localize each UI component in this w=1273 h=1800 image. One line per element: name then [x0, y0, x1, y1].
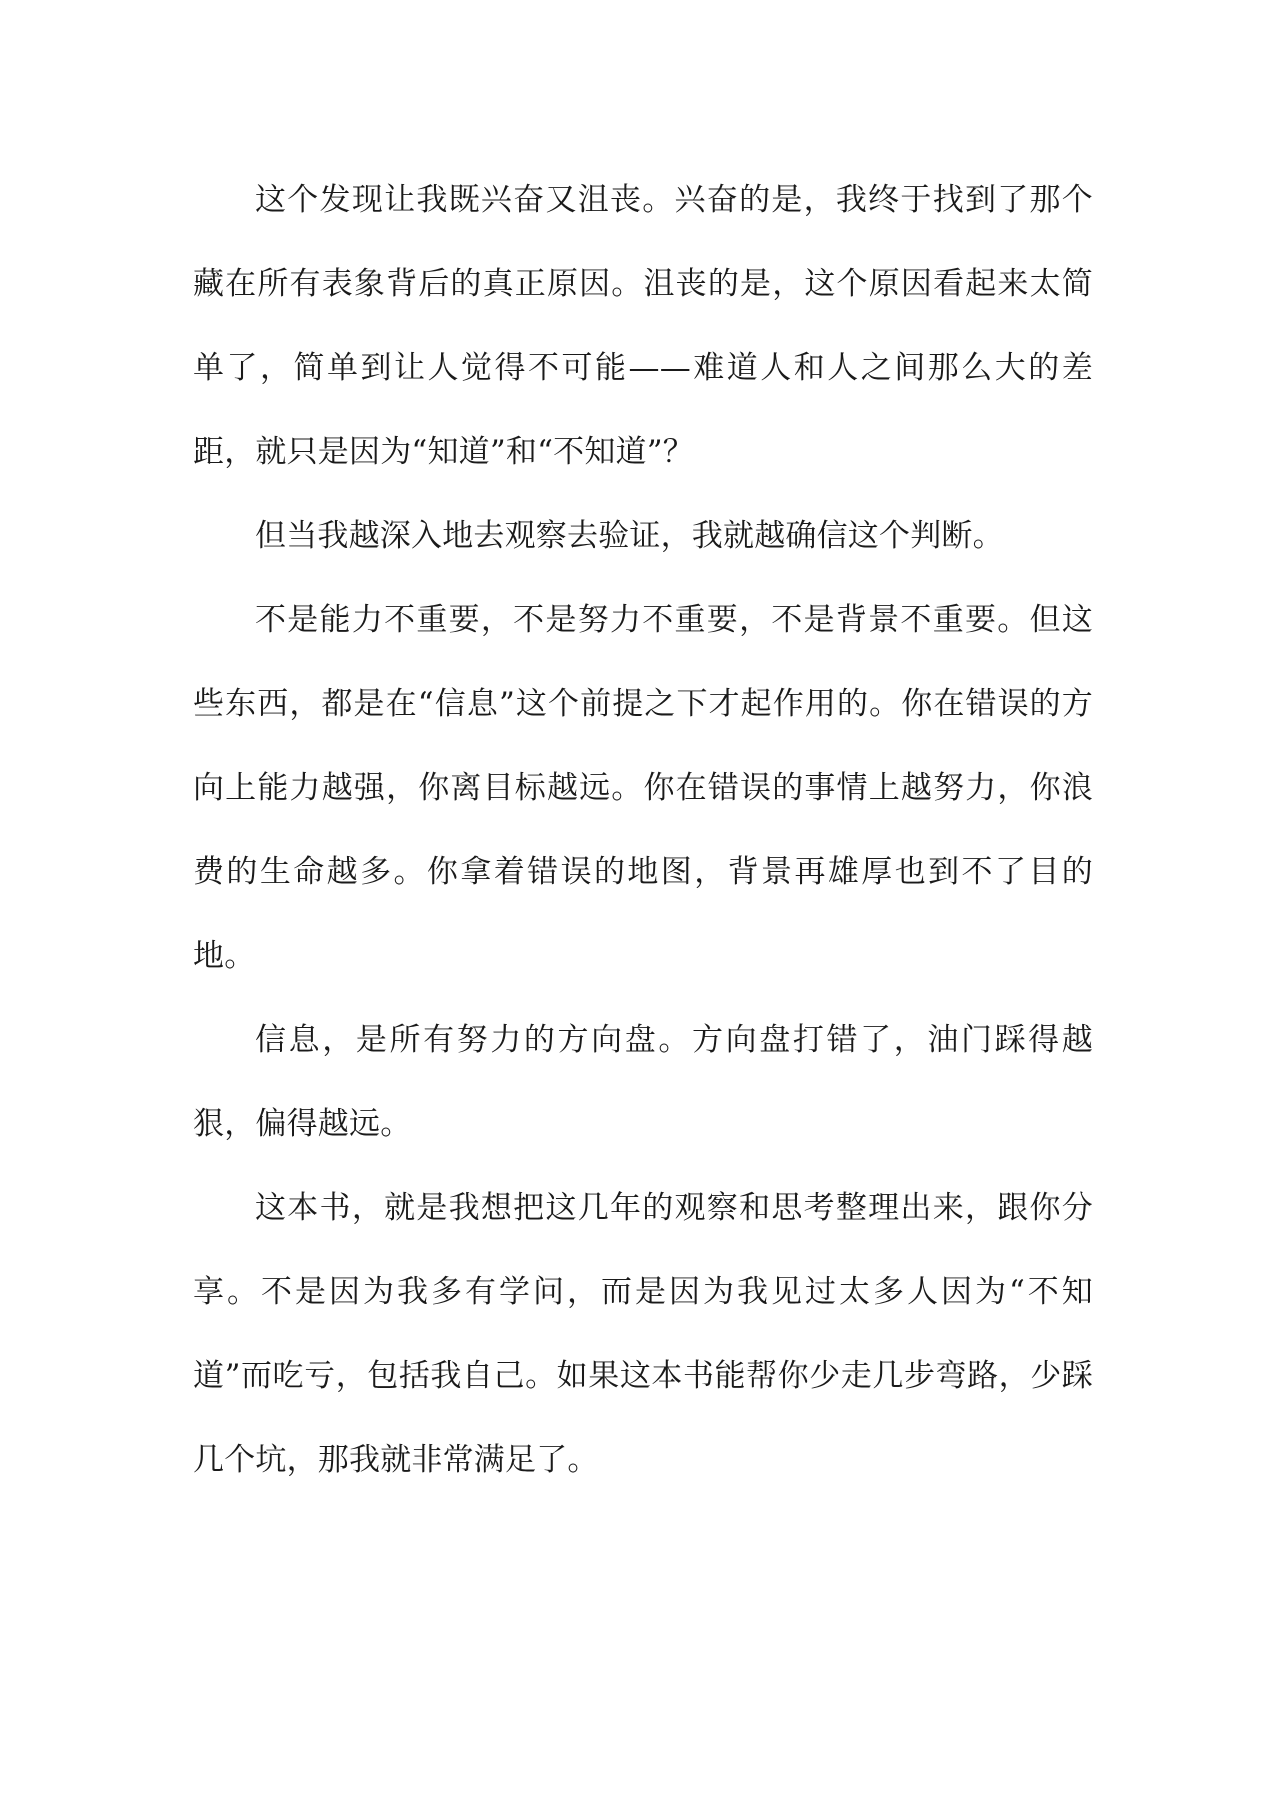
paragraph-4: 信息，是所有努力的方向盘。方向盘打错了，油门踩得越狠，偏得越远。 — [193, 1022, 1093, 1142]
body-text — [193, 158, 1093, 1502]
paragraph-2: 但当我越深入地去观察去验证，我就越确信这个判断。 — [255, 518, 1004, 554]
paragraph-3: 不是能力不重要，不是努力不重要，不是背景不重要。但这些东西，都是在“信息”这个前提之下才起作用的。你在错误的方向上能力越强，你离目标越远。你在错误的事情上越努力，你浪费的生命越多。你拿着错误的地图，背景再雄厚也到不了目的地。 — [193, 602, 1093, 974]
paragraph-5: 这本书，就是我想把这几年的观察和思考整理出来，跟你分享。不是因为我多有学问，而是因为我见过太多人因为“不知道”而吃亏，包括我自己。如果这本书能帮你少走几步弯路，少踩几个坑，那我就非常满足了。 — [193, 1190, 1093, 1478]
paragraph-1: 这个发现让我既兴奋又沮丧。兴奋的是，我终于找到了那个藏在所有表象背后的真正原因。沮丧的是，这个原因看起来太简单了，简单到让人觉得不可能——难道人和人之间那么大的差距，就只是因为“知道”和“不知道”？ — [193, 182, 1093, 470]
